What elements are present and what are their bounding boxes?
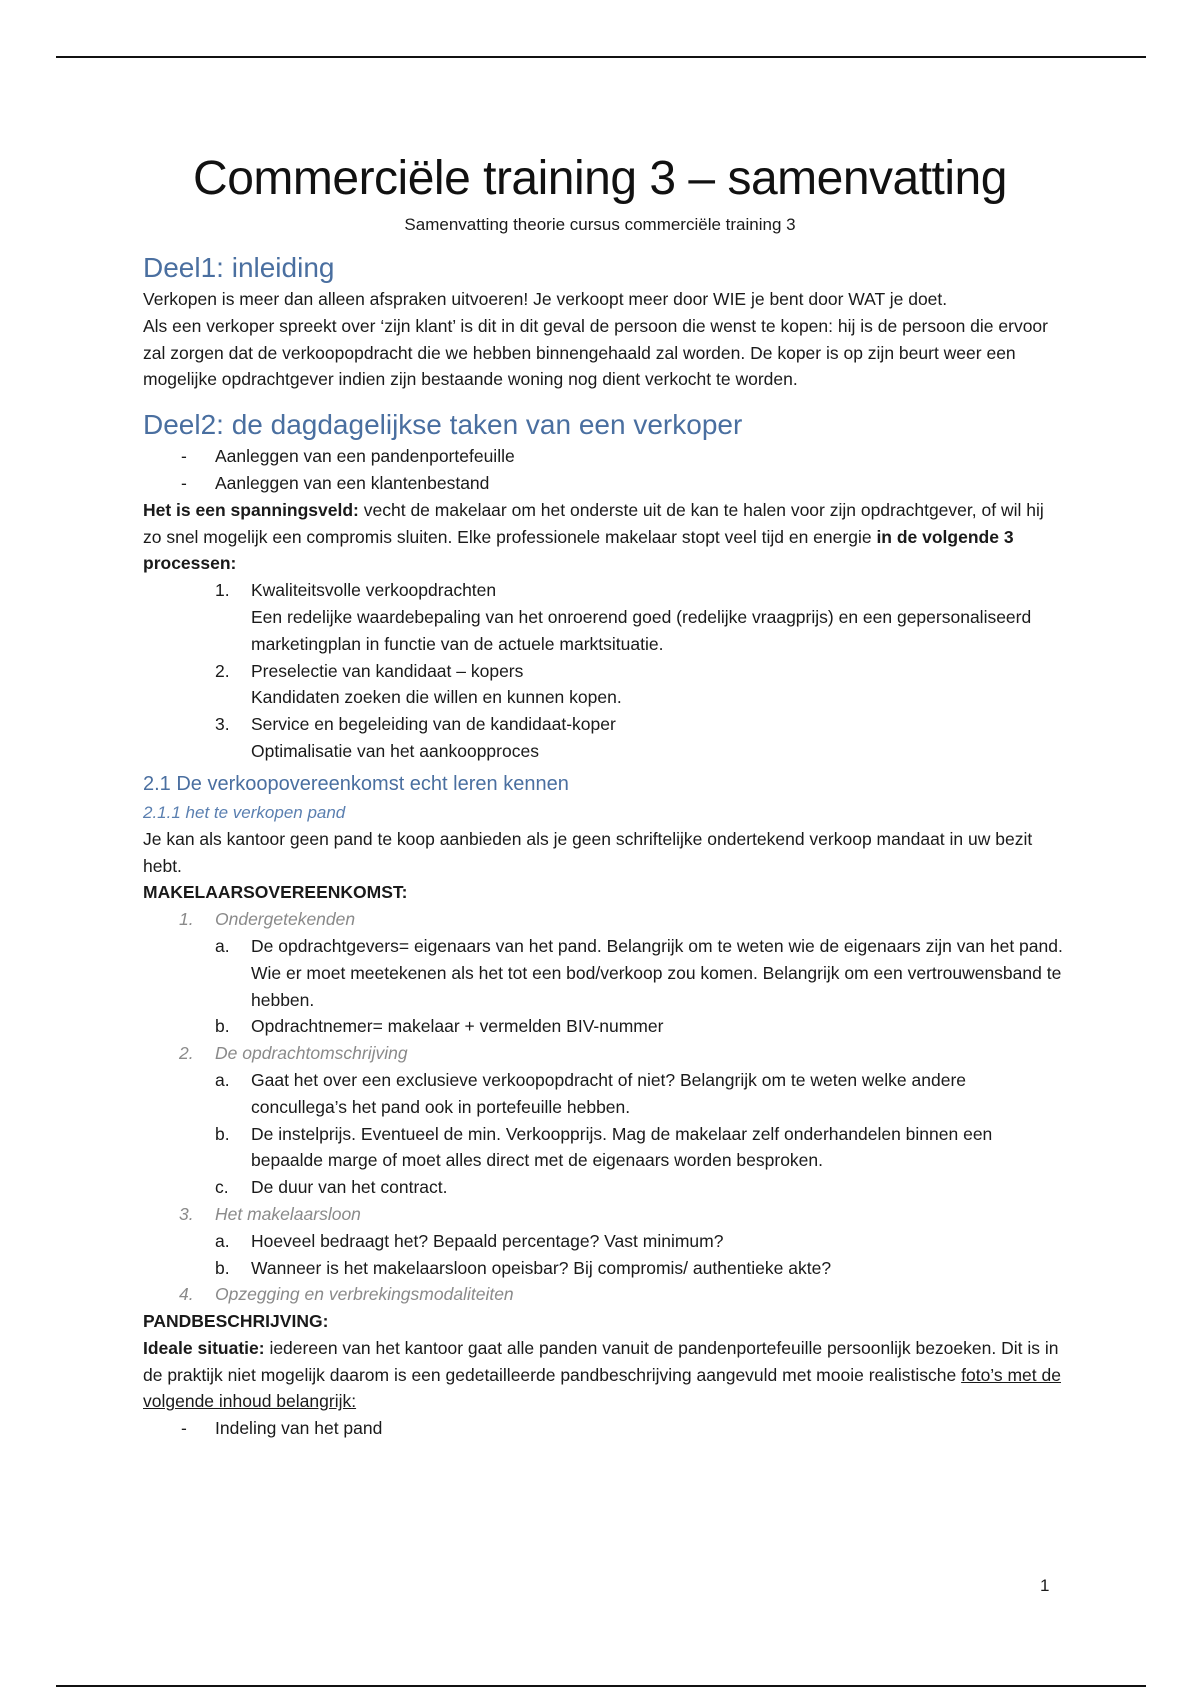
page-number: 1 — [1040, 1576, 1050, 1595]
process-item: 2. Preselectie van kandidaat – kopers Kandidaten zoeken die willen en kunnen kopen. — [215, 660, 622, 708]
list-item: a. Hoeveel bedraagt het? Bepaald percentage? Vast minimum? — [215, 1230, 724, 1251]
list-item: 2. De opdrachtomschrijving a. Gaat het over een exclusieve verkoopopdracht of niet? Belangrijk om te weten welke andere concullega’s het pand ook in portefeuille hebben. b. De instelprijs. Eventueel de min. Verkoopprijs. Mag de makelaar zelf onderhandelen binnen een bepaalde marge of moet alles direct met de eigenaars worden besproken. c. De duur van het contract. — [143, 1040, 1063, 1201]
list-item: - Aanleggen van een pandenportefeuille — [181, 446, 515, 467]
deel1-paragraph-2: Als een verkoper spreekt over ‘zijn klant’ is dit in dit geval de persoon die wenst te kopen: hij is de persoon die ervoor zal zorgen dat de verkoopopdracht die we hebben binnengehaald zal worden. De koper is op zijn beurt weer een mogelijke opdrachtgever indien zijn bestaande woning nog dient verkocht te worden. — [143, 315, 1048, 390]
heading-deel2: Deel2: de dagdagelijkse taken van een verkoper — [143, 409, 743, 441]
process-item: 3. Service en begeleiding van de kandidaat-koper Optimalisatie van het aankoopproces — [215, 714, 616, 761]
heading-deel1: Deel1: inleiding — [143, 252, 335, 283]
list-item: b. De instelprijs. Eventueel de min. Verkoopprijs. Mag de makelaar zelf onderhandelen binnen een bepaalde marge of moet alles direct met de eigenaars worden besproken. — [215, 1123, 993, 1171]
top-rule — [56, 56, 1146, 58]
pand-content-list — [143, 1415, 1063, 1442]
process-list — [143, 577, 1063, 765]
makelaarsovereenkomst-list — [143, 906, 1063, 1308]
ideale-situatie-paragraph: Ideale situatie: iedereen van het kantoor gaat alle panden vanuit de pandenportefeuille persoonlijk bezoeken. Dit is in de praktijk niet mogelijk daarom is een gedetailleerde pandbeschrijving aangevuld met mooie realistische foto’s met de volgende inhoud belangrijk: — [143, 1337, 1061, 1412]
process-item: 1. Kwaliteitsvolle verkoopdrachten Een redelijke waardebepaling van het onroerend goed (redelijke vraagprijs) en een gepersonaliseerd marketingplan in functie van de actuele marktsituatie. — [215, 580, 1032, 654]
list-item: a. De opdrachtgevers= eigenaars van het pand. Belangrijk om te weten wie de eigenaars zijn van het pand. Wie er moet meetekenen als het tot een bod/verkoop zou komen. Belangrijk om een vertrouwensband te hebben. — [215, 935, 1063, 1010]
document-subtitle: Samenvatting theorie cursus commerciële training 3 — [404, 215, 796, 234]
list-item: a. Gaat het over een exclusieve verkoopopdracht of niet? Belangrijk om te weten welke andere concullega’s het pand ook in portefeuille hebben. — [215, 1069, 967, 1117]
deel1-paragraph-1: Verkopen is meer dan alleen afspraken uitvoeren! Je verkoopt meer door WIE je bent door WAT je doet. — [143, 289, 948, 309]
pandbeschrijving-heading: PANDBESCHRIJVING: — [143, 1311, 329, 1332]
list-item: b. Opdrachtnemer= makelaar + vermelden BIV-nummer — [215, 1016, 664, 1037]
document-page — [143, 150, 1063, 1442]
spanningsveld-paragraph: Het is een spanningsveld: vecht de makelaar om het onderste uit de kan te halen voor zijn opdrachtgever, of wil hij zo snel mogelijk een compromis sluiten. Elke professionele makelaar stopt veel tijd en energie in de volgende 3 processen: — [143, 499, 1044, 574]
list-item: b. Wanneer is het makelaarsloon opeisbar? Bij compromis/ authentieke akte? — [215, 1257, 832, 1278]
list-item: - Indeling van het pand — [181, 1418, 383, 1439]
heading-2-1-1: 2.1.1 het te verkopen pand — [143, 802, 346, 822]
mandaat-paragraph: Je kan als kantoor geen pand te koop aanbieden als je geen schriftelijke ondertekend verkoop mandaat in uw bezit hebt. — [143, 828, 1033, 876]
list-item: 4. Opzegging en verbrekingsmodaliteiten — [179, 1284, 514, 1305]
list-item: c. De duur van het contract. — [215, 1177, 448, 1198]
document-title: Commerciële training 3 – samenvatting — [193, 152, 1007, 205]
list-item: - Aanleggen van een klantenbestand — [181, 472, 490, 493]
list-item: 1. Ondergetekenden a. De opdrachtgevers= eigenaars van het pand. Belangrijk om te weten wie de eigenaars zijn van het pand. Wie er moet meetekenen als het tot een bod/verkoop zou komen. Belangrijk om een vertrouwensband te hebben. b. Opdrachtnemer= makelaar + vermelden BIV-nummer — [143, 906, 1063, 1040]
heading-2-1: 2.1 De verkoopovereenkomst echt leren kennen — [143, 772, 569, 795]
list-item: 3. Het makelaarsloon a. Hoeveel bedraagt het? Bepaald percentage? Vast minimum? b. Wanneer is het makelaarsloon opeisbar? Bij compromis/ authentieke akte? — [143, 1201, 1063, 1281]
deel2-task-list — [143, 443, 1063, 497]
bottom-rule — [56, 1685, 1146, 1687]
makelaarsovereenkomst-heading: MAKELAARSOVEREENKOMST: — [143, 882, 408, 903]
